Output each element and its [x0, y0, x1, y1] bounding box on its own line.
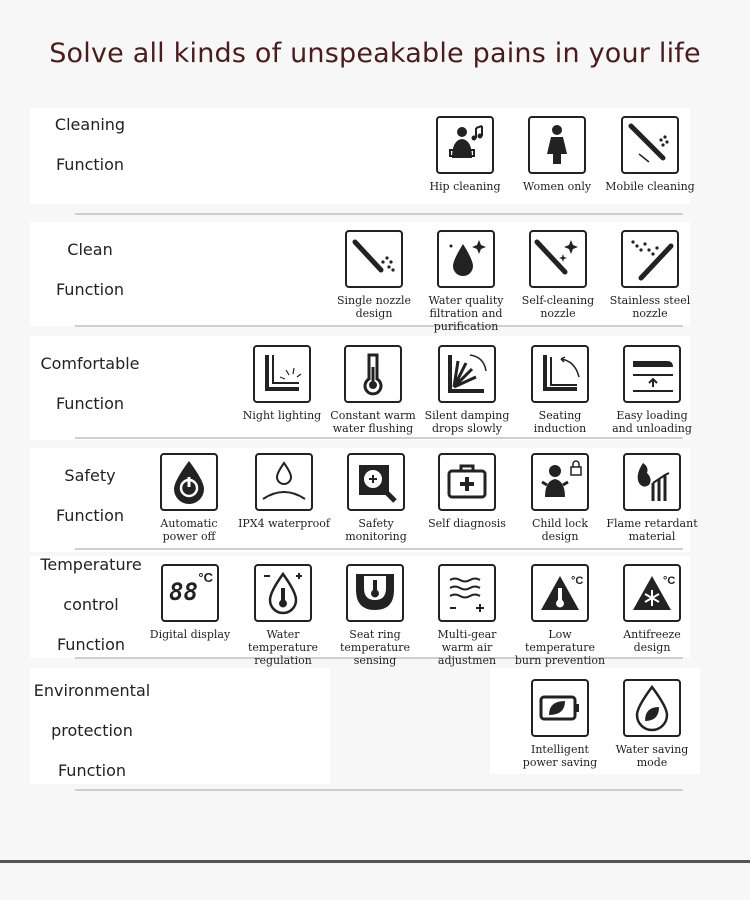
svg-text:°C: °C	[571, 575, 584, 587]
footer-divider	[0, 860, 750, 863]
feature-constant-warm-water: Constant warm water flushing	[327, 345, 419, 435]
mobile-cleaning-icon	[621, 116, 679, 174]
warm-air-icon	[438, 564, 496, 622]
divider	[75, 213, 683, 215]
stainless-nozzle-icon	[621, 230, 679, 288]
feature-power-saving: Intelligent power saving	[514, 679, 606, 769]
feature-night-lighting: Night lighting	[236, 345, 328, 422]
silent-damping-icon	[438, 345, 496, 403]
feature-women-only: Women only	[511, 116, 603, 193]
feature-easy-loading: Easy loading and unloading	[606, 345, 698, 435]
feature-hip-cleaning: Hip cleaning	[419, 116, 511, 193]
feature-auto-power-off: Automatic power off	[143, 453, 235, 543]
section-label-safety: Safety Function	[55, 466, 125, 525]
feature-low-temp-burn: °C Low temperature burn prevention	[514, 564, 606, 667]
feature-stainless-nozzle: Stainless steel nozzle	[604, 230, 696, 320]
seating-induction-icon	[531, 345, 589, 403]
feature-ipx4-waterproof: IPX4 waterproof	[238, 453, 330, 530]
hip-cleaning-icon	[436, 116, 494, 174]
divider	[75, 325, 683, 327]
svg-text:°C: °C	[663, 575, 676, 587]
section-label-cleaning: Cleaning Function	[54, 115, 126, 174]
low-temp-warning-icon	[531, 564, 589, 622]
waterproof-icon	[255, 453, 313, 511]
feature-seat-ring-sensing: Seat ring temperature sensing	[329, 564, 421, 667]
feature-warm-air: Multi-gear warm air adjustmen	[421, 564, 513, 667]
divider	[75, 437, 683, 439]
power-off-icon	[160, 453, 218, 511]
single-nozzle-icon	[345, 230, 403, 288]
page-title: Solve all kinds of unspeakable pains in your life	[49, 38, 701, 69]
flame-retardant-icon	[623, 453, 681, 511]
feature-water-filtration: Water quality filtration and purification	[420, 230, 512, 333]
self-cleaning-nozzle-icon	[529, 230, 587, 288]
feature-safety-monitoring: Safety monitoring	[330, 453, 422, 543]
feature-digital-display: 88 °C Digital display	[144, 564, 236, 641]
water-temp-icon	[254, 564, 312, 622]
divider	[75, 789, 683, 791]
water-drop-icon	[437, 230, 495, 288]
feature-child-lock: Child lock design	[514, 453, 606, 543]
display-unit: °C	[198, 570, 213, 585]
feature-water-temperature: Water temperature regulation	[237, 564, 329, 667]
feature-water-saving: Water saving mode	[606, 679, 698, 769]
safety-monitor-icon	[347, 453, 405, 511]
thermometer-icon	[344, 345, 402, 403]
seat-ring-icon	[346, 564, 404, 622]
feature-single-nozzle: Single nozzle design	[328, 230, 420, 320]
section-label-comfortable: Comfortable Function	[40, 354, 140, 413]
first-aid-icon	[438, 453, 496, 511]
feature-self-diagnosis: Self diagnosis	[421, 453, 513, 530]
night-light-icon	[253, 345, 311, 403]
feature-self-cleaning: Self-cleaning nozzle	[512, 230, 604, 320]
digital-display-icon	[161, 564, 219, 622]
display-digits: 88	[169, 578, 198, 606]
feature-mobile-cleaning: Mobile cleaning	[604, 116, 696, 193]
antifreeze-icon	[623, 564, 681, 622]
women-only-icon	[528, 116, 586, 174]
feature-antifreeze: °C Antifreeze design	[606, 564, 698, 654]
divider	[75, 548, 683, 550]
section-label-temperature: Temperature control Function	[40, 555, 142, 654]
section-label-environmental: Environmental protection Function	[33, 681, 151, 780]
battery-leaf-icon	[531, 679, 589, 737]
feature-silent-damping: Silent damping drops slowly	[421, 345, 513, 435]
water-leaf-icon	[623, 679, 681, 737]
feature-flame-retardant: Flame retardant material	[606, 453, 698, 543]
feature-seating-induction: Seating induction	[514, 345, 606, 435]
child-lock-icon	[531, 453, 589, 511]
section-label-clean: Clean Function	[55, 240, 125, 299]
easy-loading-icon	[623, 345, 681, 403]
